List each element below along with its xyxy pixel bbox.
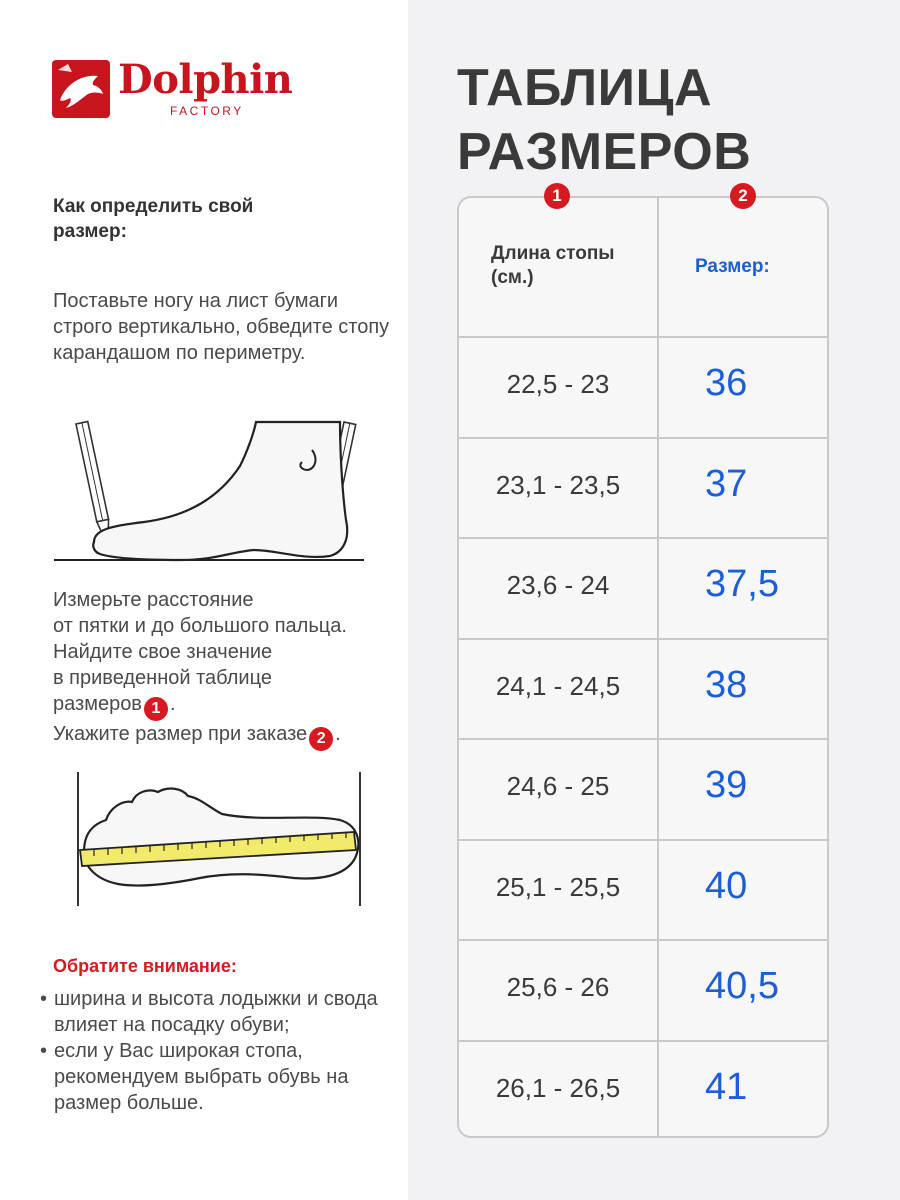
cell-foot-length: 23,1 - 23,5 xyxy=(495,469,621,500)
table-row-divider xyxy=(459,939,827,941)
column-marker-1: 1 xyxy=(544,183,570,209)
brand-name: Dolphin xyxy=(118,56,293,103)
dolphin-logo-icon xyxy=(52,60,110,118)
instruction-line: Измерьте расстояние xyxy=(53,589,254,611)
cell-foot-length: 25,1 - 25,5 xyxy=(495,871,621,902)
table-row-divider xyxy=(459,839,827,841)
cell-size: 36 xyxy=(705,362,748,404)
cell-size: 37 xyxy=(705,462,748,505)
table-row-divider xyxy=(459,1040,827,1042)
cell-foot-length: 24,6 - 25 xyxy=(506,771,610,801)
instruction-line: в приведенной таблице xyxy=(53,667,272,689)
instruction-line: Найдите свое значение xyxy=(53,641,273,663)
attention-item: • ширина и высота лодыжки и свода влияет на посадку обуви; xyxy=(40,986,390,1038)
cell-foot-length: 23,6 - 24 xyxy=(506,570,610,600)
instructions-panel xyxy=(0,0,408,1200)
table-row-divider xyxy=(459,638,827,640)
table-row-divider xyxy=(459,437,827,439)
table-row-divider xyxy=(459,738,827,740)
instruction-punct: . xyxy=(335,723,341,745)
instruction-step-1: Поставьте ногу на лист бумаги строго вертикально, обведите стопу карандашом по периметру. xyxy=(53,290,390,364)
instruction-line xyxy=(53,691,403,721)
page-title-line: ТАБЛИЦА xyxy=(457,59,713,117)
cell-size: 38 xyxy=(705,663,748,706)
page-title xyxy=(457,56,877,184)
instruction-step-2 xyxy=(53,587,403,751)
table-column-divider xyxy=(657,198,659,1136)
cell-foot-length: 22,5 - 23 xyxy=(506,369,610,399)
cell-size: 37,5 xyxy=(705,563,779,605)
page-title-line: РАЗМЕРОВ xyxy=(457,123,752,181)
cell-size: 39 xyxy=(705,764,748,806)
cell-foot-length: 26,1 - 26,5 xyxy=(495,1072,621,1103)
step-badge-1: 1 xyxy=(144,697,168,721)
instruction-line xyxy=(53,721,403,751)
header-foot-length: Длина стопы (см.) xyxy=(491,243,615,288)
foot-measuring-tape-icon xyxy=(70,768,370,915)
instruction-text: Укажите размер при заказе xyxy=(53,723,308,745)
cell-size: 40,5 xyxy=(705,965,779,1007)
header-size: Размер: xyxy=(695,256,770,277)
table-row-divider xyxy=(459,336,827,338)
table-row-divider xyxy=(459,537,827,539)
attention-list xyxy=(40,986,390,1116)
column-marker-2: 2 xyxy=(730,183,756,209)
cell-foot-length: 24,1 - 24,5 xyxy=(495,670,621,701)
step-badge-2: 2 xyxy=(309,727,333,751)
how-to-title: Как определить свой размер: xyxy=(53,196,254,242)
size-table xyxy=(457,196,829,1138)
cell-size: 41 xyxy=(705,1065,748,1108)
instruction-punct: . xyxy=(169,693,176,715)
brand-subtitle: FACTORY xyxy=(170,104,244,118)
instruction-text: размеров xyxy=(53,693,142,715)
cell-size: 40 xyxy=(705,864,748,907)
attention-title: Обратите внимание: xyxy=(53,956,237,976)
cell-foot-length: 25,6 - 26 xyxy=(506,972,610,1002)
foot-side-pencil-icon xyxy=(40,410,380,575)
brand-logo xyxy=(52,56,322,122)
instruction-line: от пятки и до большого пальца. xyxy=(53,615,347,637)
attention-item: • если у Вас широкая стопа, рекомендуем выбрать обувь на размер больше. xyxy=(40,1038,390,1116)
